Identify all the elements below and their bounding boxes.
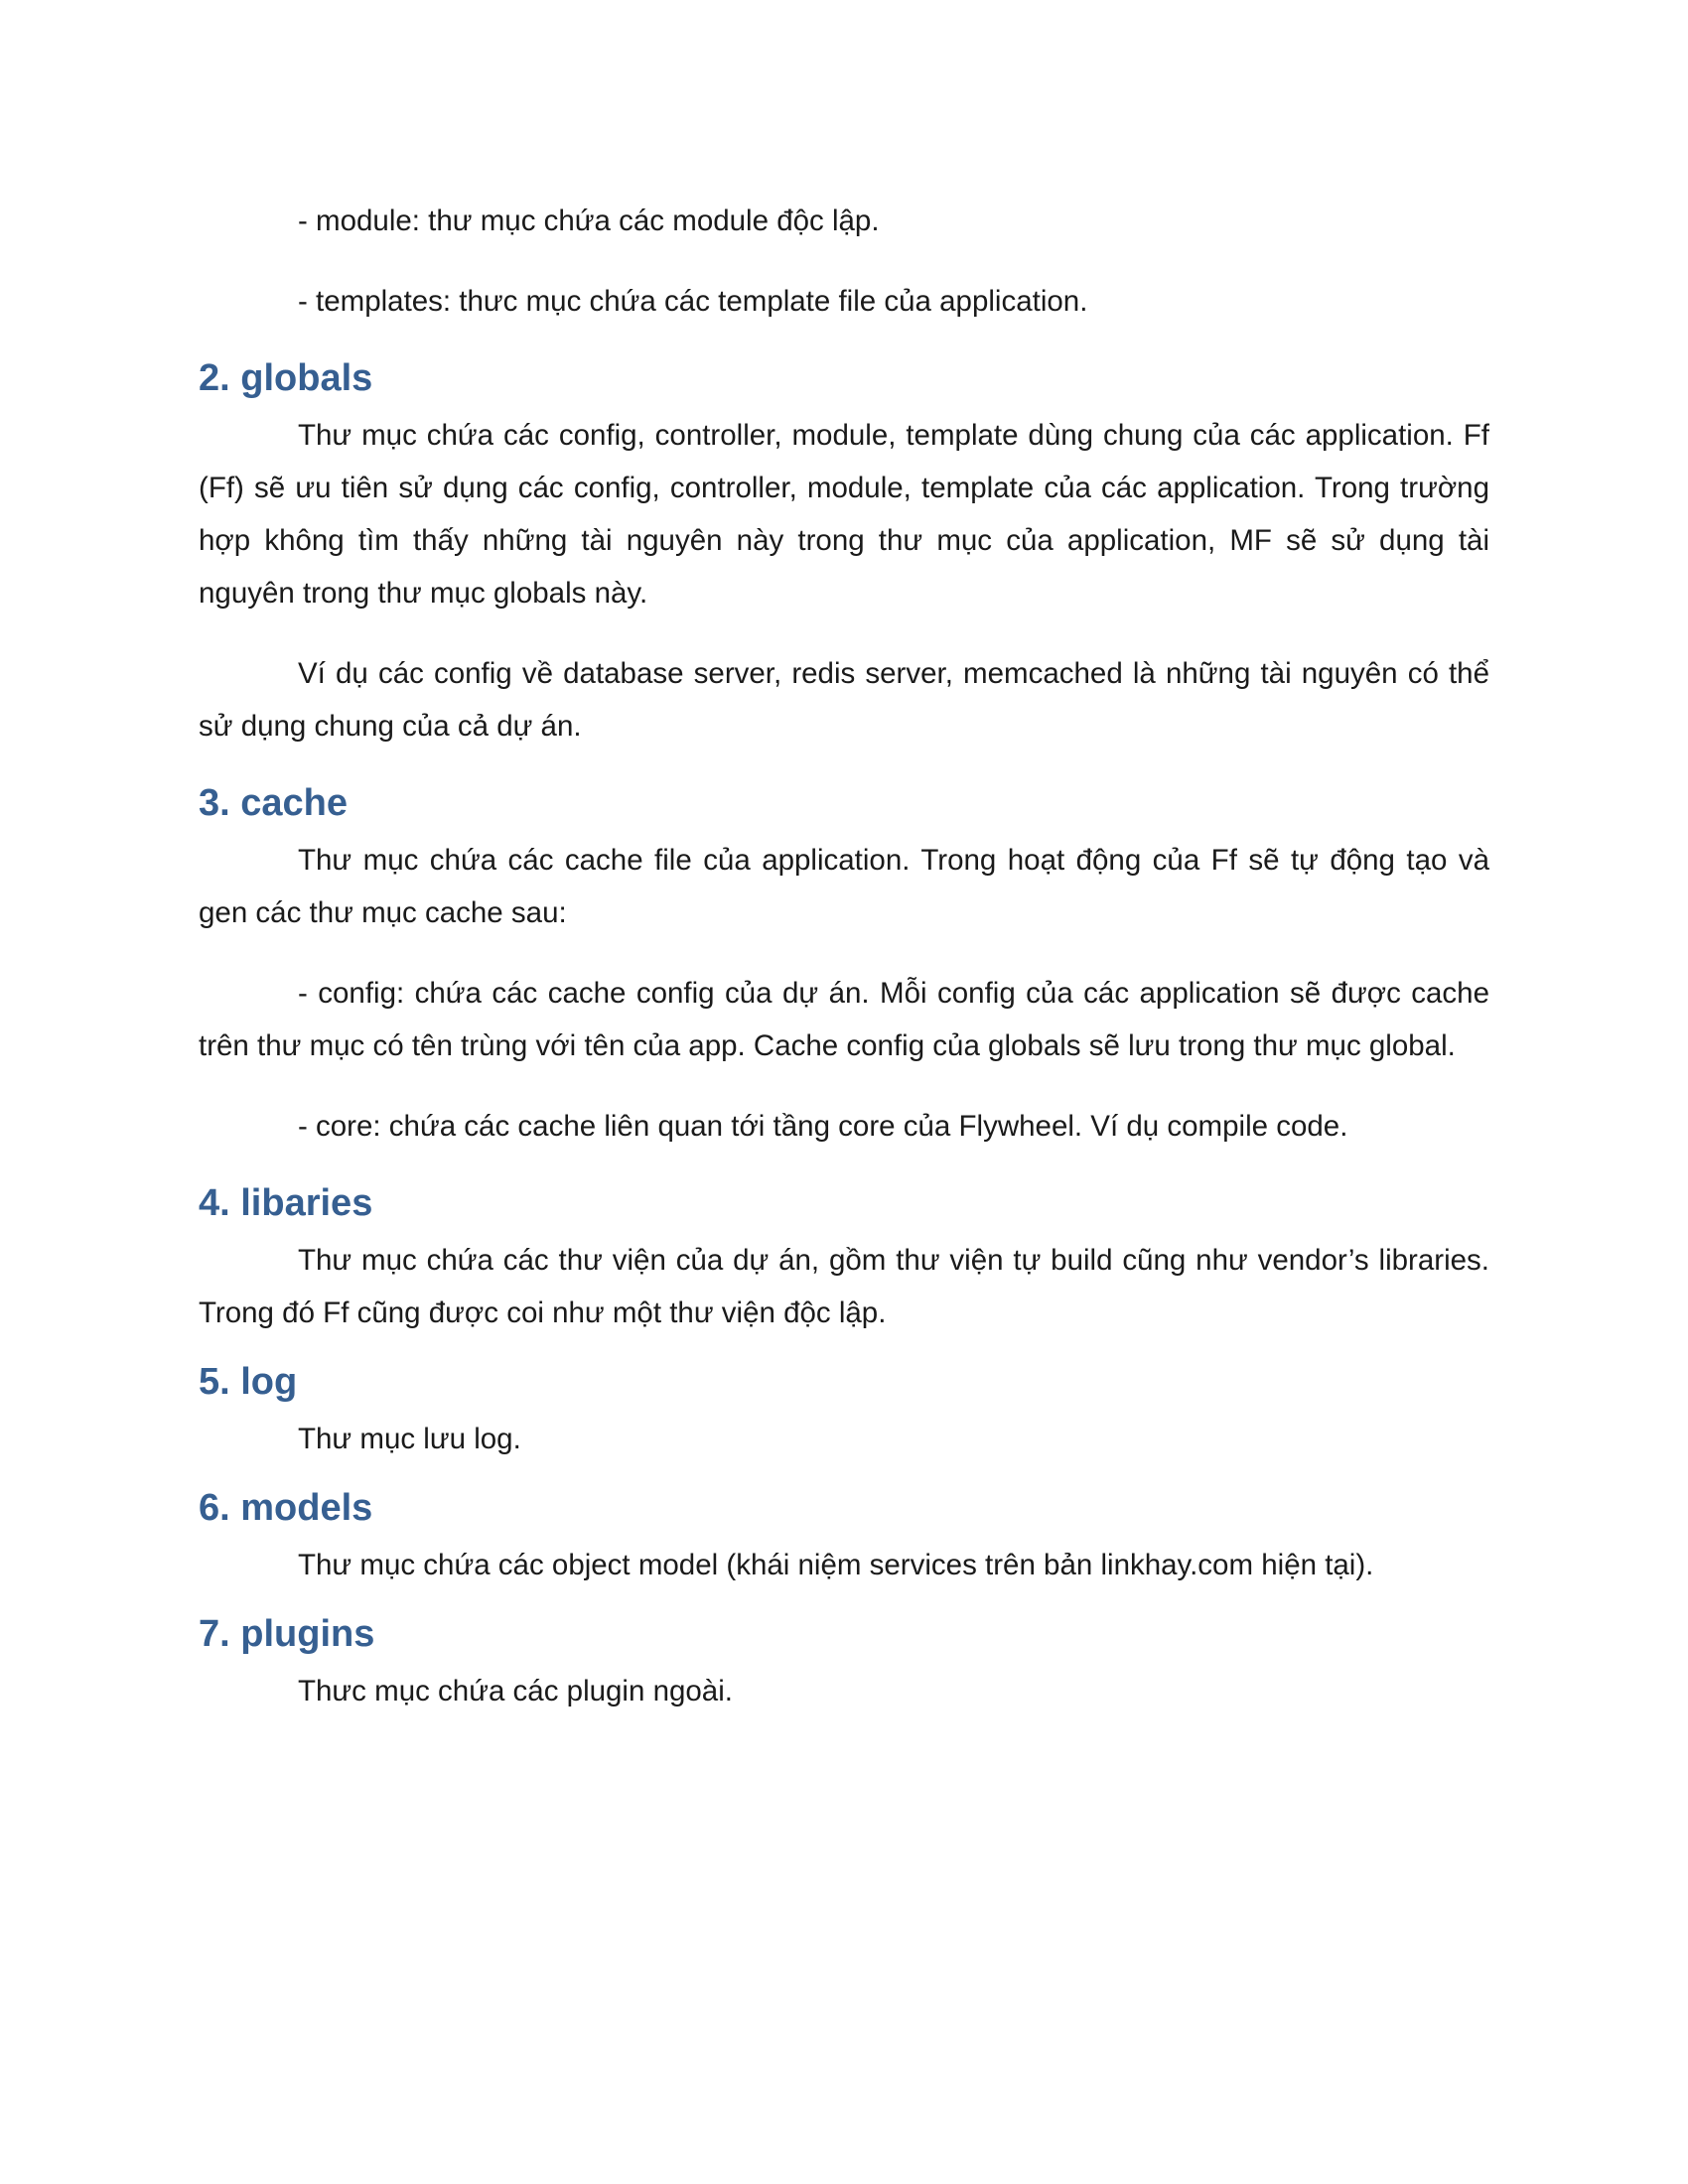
section-heading-models: 6. models: [199, 1487, 373, 1529]
paragraph: Thưc mục chứa các plugin ngoài.: [298, 1675, 733, 1707]
list-item-module: - module: thư mục chứa các module độc lập.: [298, 205, 880, 237]
paragraph: - core: chứa các cache liên quan tới tầng core của Flywheel. Ví dụ compile code.: [298, 1110, 1348, 1143]
paragraph: Thư mục chứa các cache file của application. Trong hoạt động của Ff sẽ tự động tạo và gen các thư mục cache sau:: [199, 844, 1489, 929]
section-log: [199, 1359, 1489, 1465]
paragraph: Ví dụ các config về database server, redis server, memcached là những tài nguyên có thể sử dụng chung của cả dự án.: [199, 657, 1489, 743]
document-page: [199, 195, 1489, 1737]
paragraph: - config: chứa các cache config của dự án. Mỗi config của các application sẽ được cache trên thư mục có tên trùng với tên của app. Cache config của globals sẽ lưu trong thư mục global.: [199, 977, 1489, 1062]
section-libaries: [199, 1180, 1489, 1339]
paragraph: Thư mục chứa các object model (khái niệm services trên bản linkhay.com hiện tại).: [298, 1549, 1374, 1581]
paragraph: Thư mục chứa các thư viện của dự án, gồm thư viện tự build cũng như vendor’s libraries. Trong đó Ff cũng được coi như một thư viện độc lập.: [199, 1244, 1489, 1329]
section-heading-log: 5. log: [199, 1361, 298, 1403]
paragraph: Thư mục lưu log.: [298, 1423, 521, 1455]
section-heading-libaries: 4. libaries: [199, 1182, 373, 1224]
section-cache: [199, 780, 1489, 1153]
section-heading-plugins: 7. plugins: [199, 1613, 375, 1655]
section-heading-cache: 3. cache: [199, 782, 348, 824]
paragraph: Thư mục chứa các config, controller, module, template dùng chung của các application. Ff (Ff) sẽ ưu tiên sử dụng các config, controller, module, template của các application. Trong trường hợp không tìm thấy những tài nguyên này trong thư mục của application, MF sẽ sử dụng tài nguyên trong thư mục globals này.: [199, 419, 1489, 610]
list-item-templates: - templates: thưc mục chứa các template file của application.: [298, 285, 1088, 318]
section-models: [199, 1485, 1489, 1591]
section-globals: [199, 355, 1489, 752]
section-plugins: [199, 1611, 1489, 1717]
section-heading-globals: 2. globals: [199, 357, 373, 399]
